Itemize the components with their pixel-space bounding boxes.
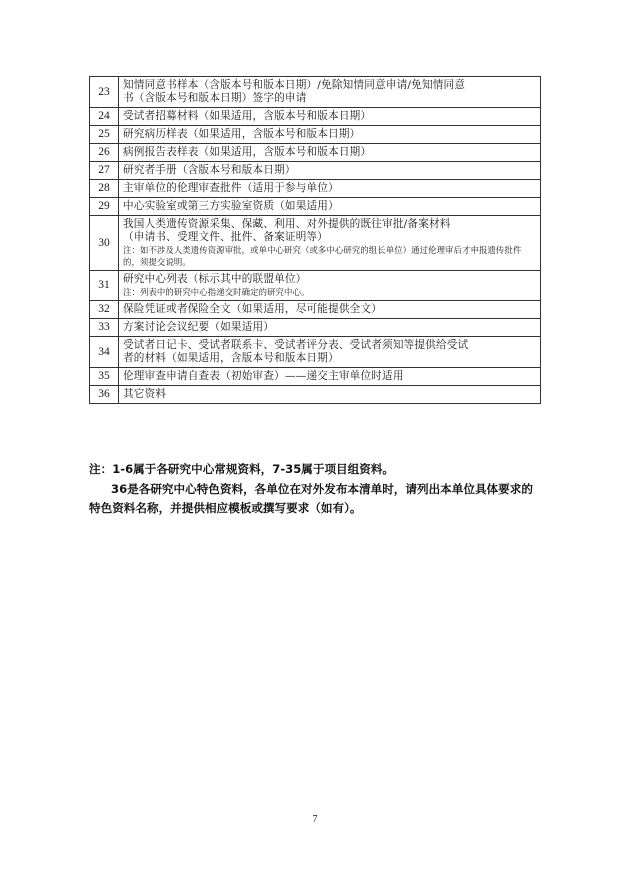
table-row [90, 144, 541, 162]
row-number: 34 [90, 337, 119, 368]
row-text-line: 知情同意书样本（含版本号和版本日期）/免除知情同意申请/免知情同意 [123, 79, 466, 91]
row-text-line: 研究病历样表（如果适用，含版本号和版本日期） [123, 128, 361, 140]
table-row [90, 368, 541, 386]
row-content [119, 368, 541, 386]
row-content [119, 162, 541, 180]
row-text-line: 主审单位的伦理审查批件（适用于参与单位） [123, 182, 339, 194]
footnote-line-1: 注：1-6属于各研究中心常规资料，7-35属于项目组资料。 [89, 462, 395, 476]
row-number: 26 [90, 144, 119, 162]
table-row [90, 77, 541, 108]
row-content [119, 108, 541, 126]
row-text-line: 其它资料 [123, 388, 167, 400]
row-note: 注：如不涉及人类遗传资源审批，或单中心研究（或多中心研究的组长单位）通过伦理审后才申报遗传批件的，须提交说明。 [123, 245, 522, 267]
table-row [90, 319, 541, 337]
row-number: 33 [90, 319, 119, 337]
table-row [90, 301, 541, 319]
row-content [119, 180, 541, 198]
table-row [90, 126, 541, 144]
row-number: 31 [90, 271, 119, 301]
row-content [119, 216, 541, 271]
row-content [119, 77, 541, 108]
materials-table [89, 76, 541, 404]
table-row [90, 271, 541, 301]
row-text-line: 中心实验室或第三方实验室资质（如果适用） [123, 200, 339, 212]
footnote-line-2: 36是各研究中心特色资料，各单位在对外发布本清单时，请列出本单位具体要求的特色资料名称，并提供相应模板或撰写要求（如有）。 [89, 482, 533, 515]
row-content [119, 301, 541, 319]
table-row [90, 337, 541, 368]
table-row [90, 386, 541, 404]
page-number: 7 [312, 814, 318, 825]
row-number: 27 [90, 162, 119, 180]
row-content [119, 144, 541, 162]
row-number: 32 [90, 301, 119, 319]
row-content [119, 319, 541, 337]
materials-table-body [90, 77, 541, 404]
row-text-line: 保险凭证或者保险全文（如果适用，尽可能提供全文） [123, 303, 383, 315]
row-number: 36 [90, 386, 119, 404]
row-text-line: 我国人类遗传资源采集、保藏、利用、对外提供的既往审批/备案材料 [123, 218, 451, 230]
row-note: 注：列表中的研究中心指递交时确定的研究中心。 [123, 287, 310, 297]
row-number: 29 [90, 198, 119, 216]
row-number: 25 [90, 126, 119, 144]
row-content [119, 386, 541, 404]
row-text-line: （申请书、受理文件、批件、备案证明等） [123, 231, 329, 243]
row-text-line: 病例报告表样表（如果适用，含版本号和版本日期） [123, 146, 372, 158]
row-number: 24 [90, 108, 119, 126]
row-text-line: 者的材料（如果适用，含版本号和版本日期） [123, 352, 339, 364]
row-text-line: 研究者手册（含版本号和版本日期） [123, 164, 296, 176]
table-row [90, 198, 541, 216]
row-text-line: 受试者日记卡、受试者联系卡、受试者评分表、受试者须知等提供给受试 [123, 339, 469, 351]
table-row [90, 180, 541, 198]
row-text-line: 书（含版本号和版本日期）签字的申请 [123, 92, 307, 104]
row-number: 30 [90, 216, 119, 271]
table-row [90, 162, 541, 180]
row-content [119, 198, 541, 216]
row-text-line: 伦理审查申请自查表（初始审查）——递交主审单位时适用 [123, 370, 404, 382]
row-text-line: 方案讨论会议纪要（如果适用） [123, 321, 275, 333]
table-row [90, 108, 541, 126]
row-content [119, 271, 541, 301]
row-content [119, 126, 541, 144]
table-row [90, 216, 541, 271]
row-text-line: 受试者招募材料（如果适用，含版本号和版本日期） [123, 110, 372, 122]
row-number: 28 [90, 180, 119, 198]
row-number: 35 [90, 368, 119, 386]
row-number: 23 [90, 77, 119, 108]
row-text-line: 研究中心列表（标示其中的联盟单位） [123, 273, 307, 285]
row-content [119, 337, 541, 368]
